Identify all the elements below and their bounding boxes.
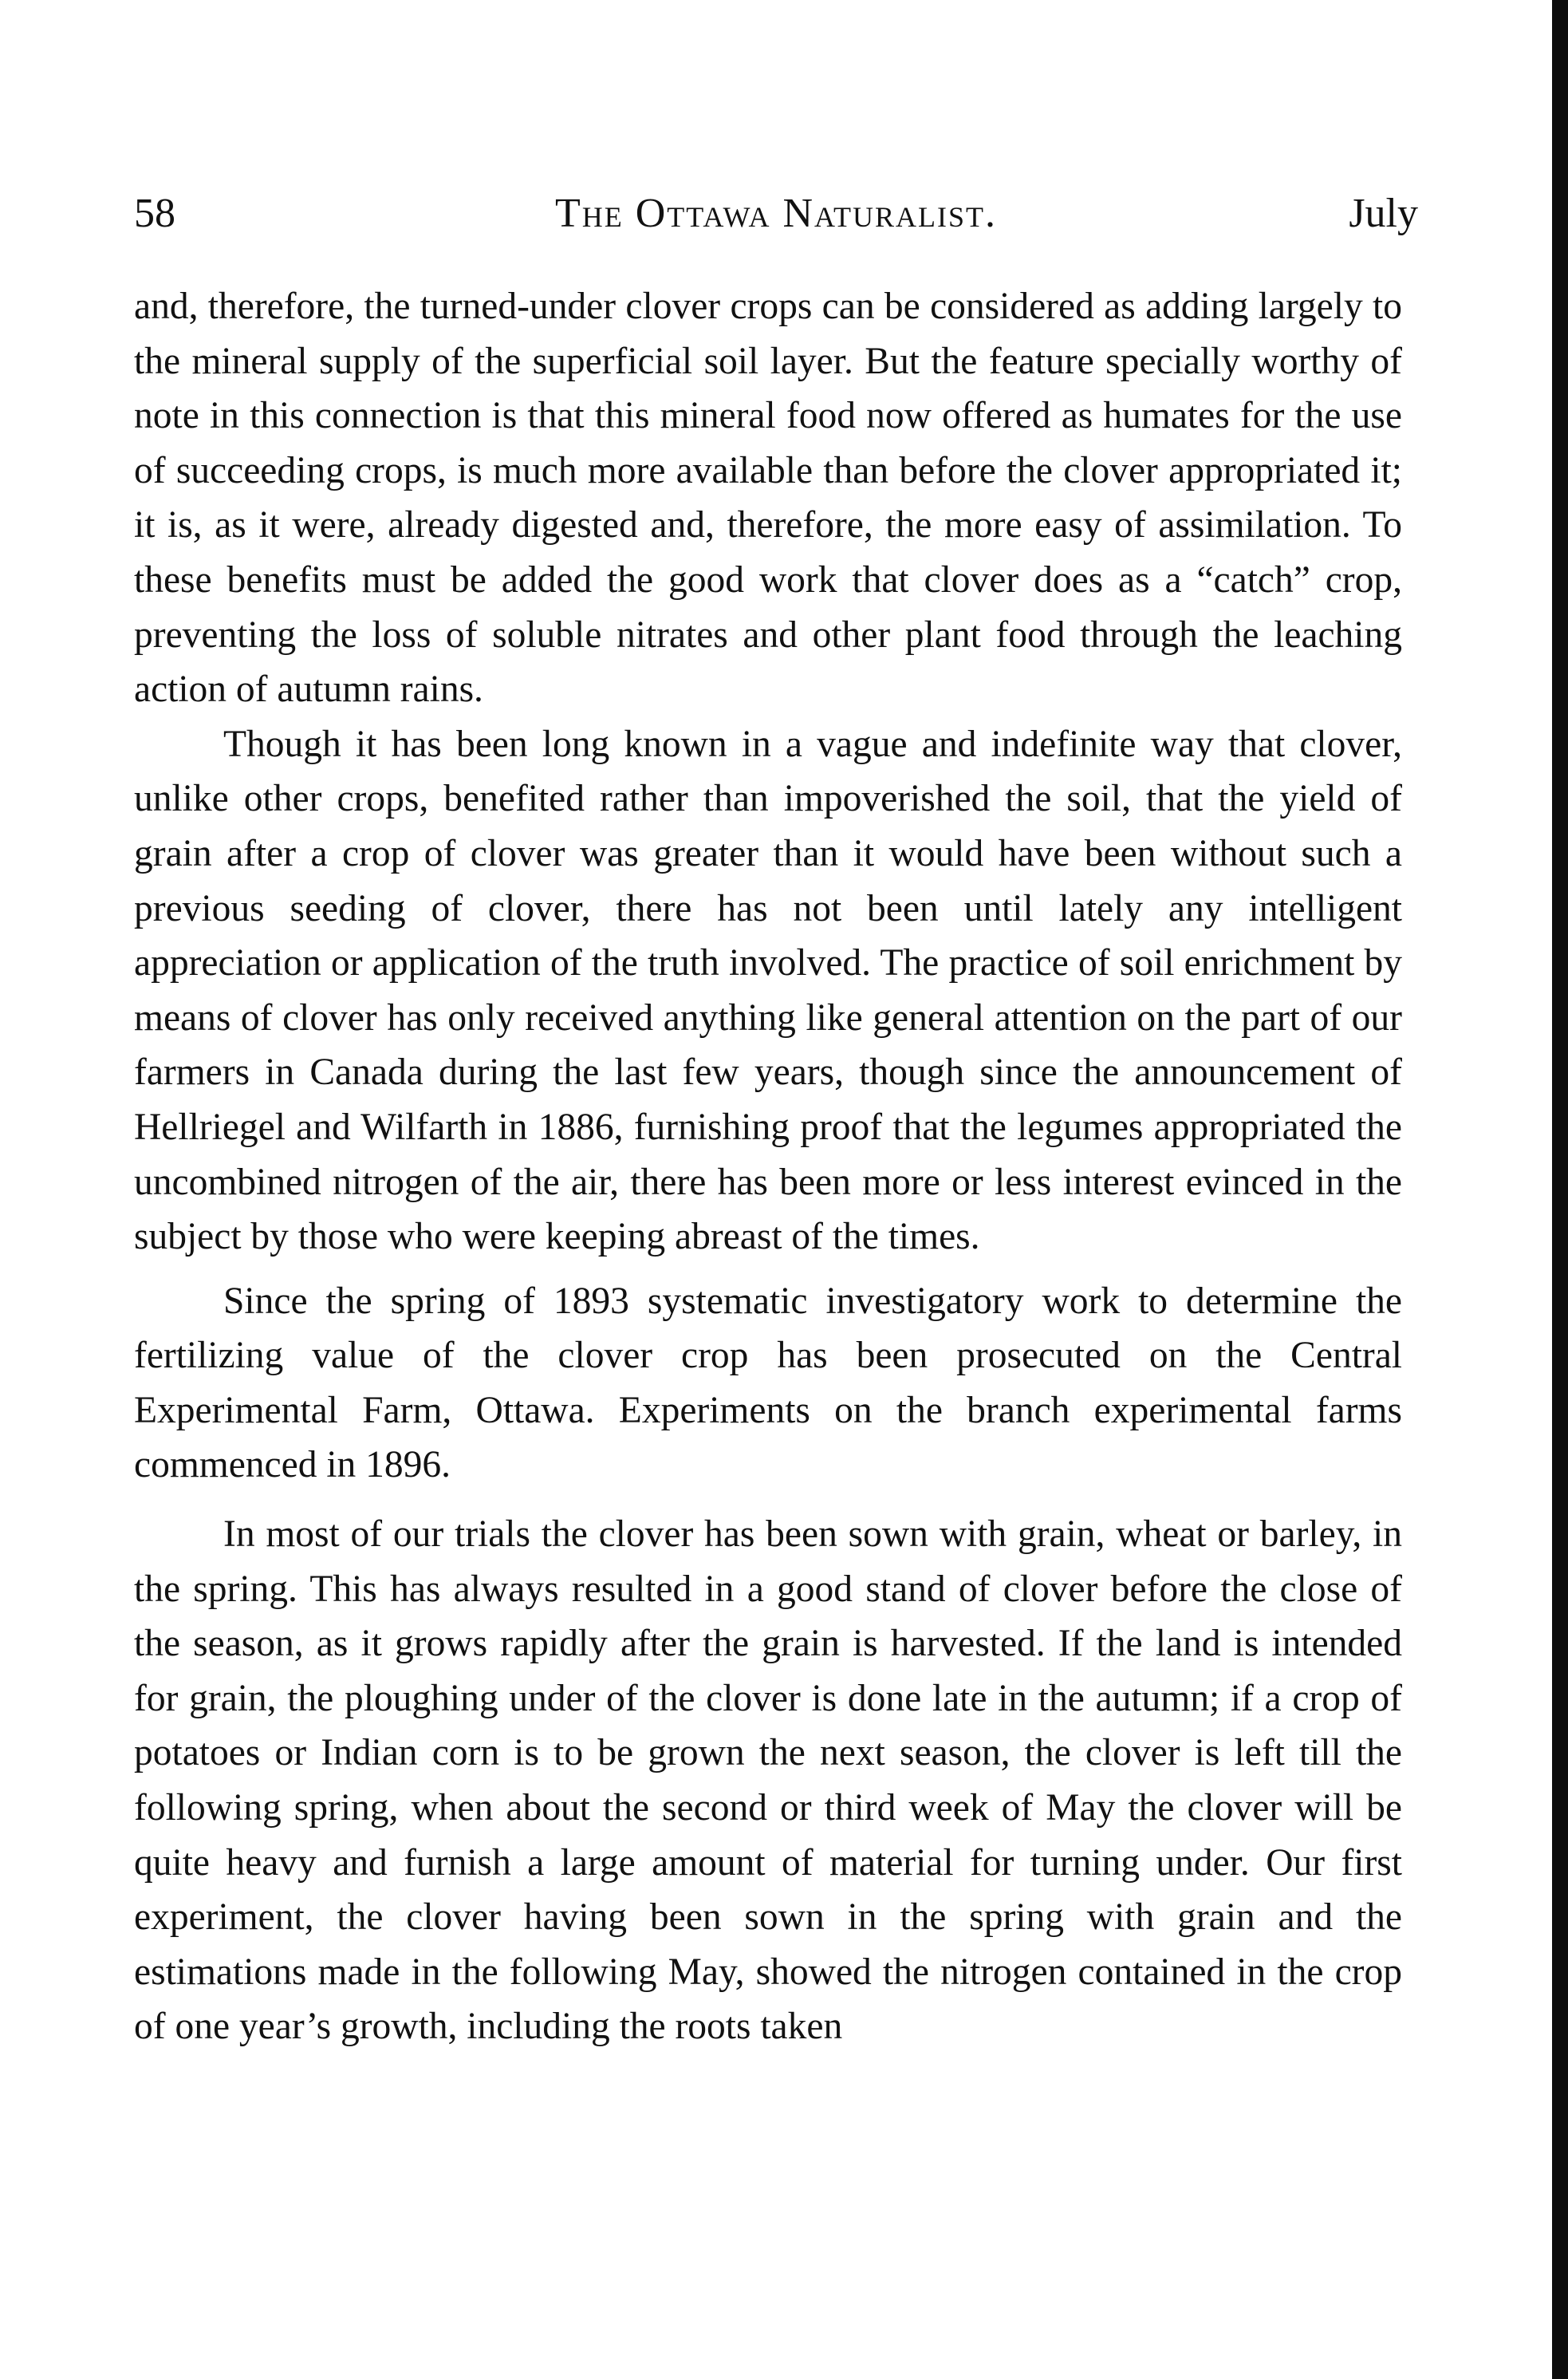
header-month: July xyxy=(1349,191,1418,236)
page-number: 58 xyxy=(134,191,175,236)
running-header xyxy=(134,182,1418,246)
paragraph-2: Though it has been long known in a vague and indefinite way that clover, unlike other crops, benefited rather than impoverished the soil, that the yield of grain after a crop of clover was greater than it would have been without such a previous seeding of clover, there has not been until lately any intelligent appreciation or application of the truth involved. The practice of soil enrichment by means of clover has only received anything like general attention on the part of our farmers in Canada during the last few years, though since the announcement of Hellriegel and Wilfarth in 1886, furnishing proof that the legumes appropriated the uncombined nitrogen of the air, there has been more or less interest evinced in the subject by those who were keeping abreast of the times. xyxy=(134,723,1402,1258)
paragraph-1: and, therefore, the turned-under clover crops can be considered as adding largely to the mineral supply of the superficial soil layer. But the feature specially worthy of note in this connection is that this mineral food now offered as humates for the use of succeeding crops, is much more available than before the clover appropriated it; it is, as it were, already digested and, therefore, the more easy of assimilation. To these benefits must be added the good work that clover does as a “catch” crop, preventing the loss of soluble nitrates and other plant food through the leaching action of autumn rains. xyxy=(134,286,1402,711)
body-text xyxy=(134,279,1402,2054)
journal-title: The Ottawa Naturalist. xyxy=(554,191,998,236)
scan-border xyxy=(1552,0,1568,2379)
paragraph-3: Since the spring of 1893 systematic investigatory work to determine the fertilizing value of the clover crop has been prosecuted on the Central Experimental Farm, Ottawa. Experiments on the branch experimental farms commenced in 1896. xyxy=(134,1280,1402,1486)
paragraph-4: In most of our trials the clover has been sown with grain, wheat or barley, in the spring. This has always resulted in a good stand of clover before the close of the season, as it grows rapidly after the grain is harvested. If the land is intended for grain, the ploughing under of the clover is done late in the autumn; if a crop of potatoes or Indian corn is to be grown the next season, the clover is left till the following spring, when about the second or third week of May the clover will be quite heavy and furnish a large amount of material for turning under. Our first experiment, the clover having been sown in the spring with grain and the estimations made in the following May, showed the nitrogen contained in the crop of one year’s growth, including the roots taken xyxy=(134,1513,1402,2048)
